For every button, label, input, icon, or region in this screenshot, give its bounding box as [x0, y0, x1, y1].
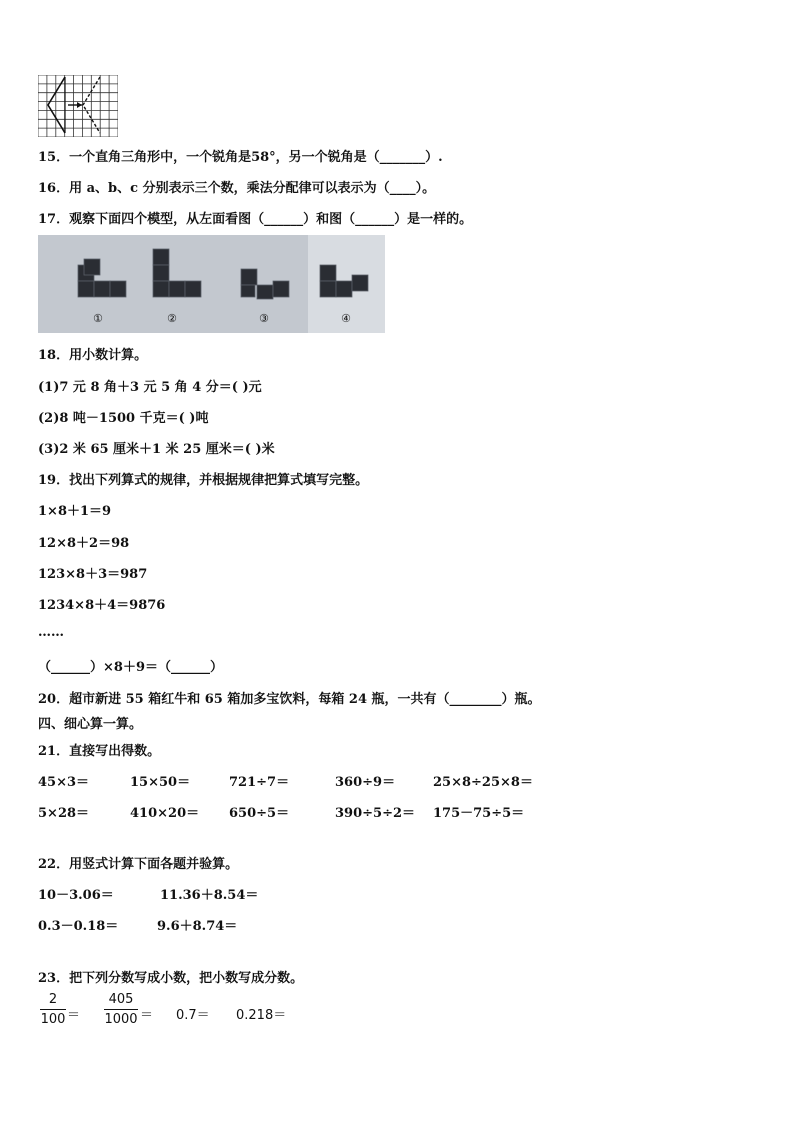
- decimal-0-218: 0.218＝: [236, 1008, 287, 1023]
- fraction-numerator: 405: [104, 992, 138, 1010]
- question-16: 16．用 a、b、c 分别表示三个数，乘法分配律可以表示为（____）。: [38, 181, 436, 196]
- question-22-title: 22．用竖式计算下面各题并验算。: [38, 857, 239, 872]
- pattern-line-3: 123×8＋3＝987: [38, 567, 148, 582]
- calc-21-r1-c2: 15×50＝: [130, 775, 191, 790]
- question-19-title: 19．找出下列算式的规律，并根据规律把算式填写完整。: [38, 473, 369, 488]
- calc-21-r1-c5: 25×8÷25×8＝: [433, 775, 533, 790]
- question-18-item-3: (3)2 米 65 厘米＋1 米 25 厘米＝( )米: [38, 442, 275, 457]
- model-label-4: ④: [341, 312, 351, 325]
- question-20: 20．超市新进 55 箱红牛和 65 箱加多宝饮料，每箱 24 瓶，一共有（________）瓶。: [38, 692, 541, 707]
- cube-models-image: [38, 235, 385, 333]
- equals-sign: ＝: [140, 1008, 154, 1023]
- question-18-item-2: (2)8 吨－1500 千克＝( )吨: [38, 411, 209, 426]
- fraction-denominator: 1000: [104, 1012, 138, 1027]
- fraction-2-over-100: [40, 992, 66, 1027]
- grid-figure: [38, 75, 118, 137]
- question-18-title: 18．用小数计算。: [38, 348, 148, 363]
- calc-21-r2-c2: 410×20＝: [130, 806, 200, 821]
- calc-21-r1-c1: 45×3＝: [38, 775, 90, 790]
- pattern-line-1: 1×8＋1＝9: [38, 504, 112, 519]
- model-label-1: ①: [93, 312, 103, 325]
- calc-22-r1-c1: 10－3.06＝: [38, 888, 114, 903]
- calc-21-r1-c3: 721÷7＝: [229, 775, 290, 790]
- calc-21-r1-c4: 360÷9＝: [335, 775, 396, 790]
- calc-22-r2-c1: 0.3－0.18＝: [38, 919, 119, 934]
- calc-21-r2-c5: 175－75÷5＝: [433, 806, 525, 821]
- fraction-denominator: 100: [40, 1012, 66, 1027]
- model-label-2: ②: [167, 312, 177, 325]
- pattern-line-4: 1234×8＋4＝9876: [38, 598, 166, 613]
- question-17: 17．观察下面四个模型，从左面看图（______）和图（______）是一样的。: [38, 212, 473, 227]
- question-23-title: 23．把下列分数写成小数，把小数写成分数。: [38, 971, 304, 986]
- decimal-0-7: 0.7＝: [176, 1008, 210, 1023]
- pattern-blank-line: （______）×8＋9＝（______）: [38, 660, 223, 675]
- calc-21-r2-c4: 390÷5÷2＝: [335, 806, 416, 821]
- fraction-405-over-1000: [104, 992, 138, 1027]
- equals-sign: ＝: [67, 1008, 81, 1023]
- question-15: 15．一个直角三角形中，一个锐角是58°，另一个锐角是（_______）.: [38, 150, 443, 165]
- calc-21-r2-c3: 650÷5＝: [229, 806, 290, 821]
- pattern-ellipsis: ……: [38, 625, 64, 640]
- pattern-line-2: 12×8＋2＝98: [38, 536, 130, 551]
- model-label-3: ③: [259, 312, 269, 325]
- fraction-numerator: 2: [40, 992, 66, 1010]
- calc-22-r1-c2: 11.36＋8.54＝: [160, 888, 259, 903]
- calc-22-r2-c2: 9.6＋8.74＝: [157, 919, 238, 934]
- question-18-item-1: (1)7 元 8 角＋3 元 5 角 4 分＝( )元: [38, 380, 262, 395]
- question-21-title: 21．直接写出得数。: [38, 744, 161, 759]
- calc-21-r2-c1: 5×28＝: [38, 806, 90, 821]
- section-4-heading: 四、细心算一算。: [38, 717, 143, 732]
